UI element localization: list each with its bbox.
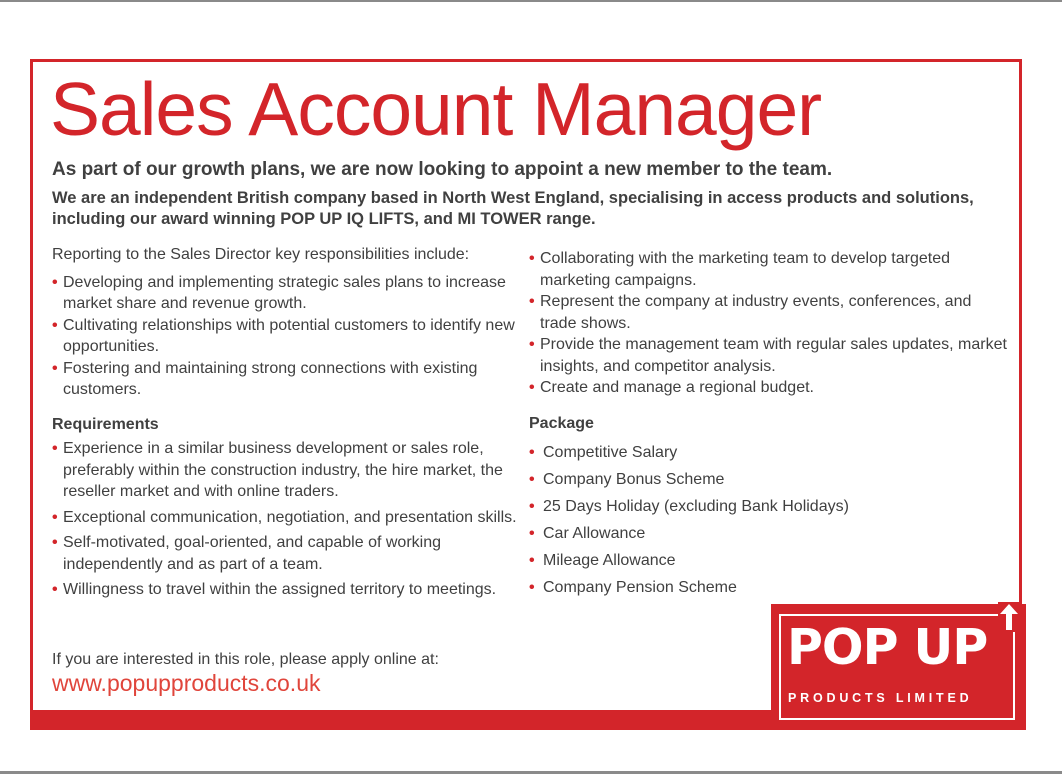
responsibilities-list [52,272,522,401]
package-list [529,442,1009,599]
requirement-item: • Self-motivated, goal-oriented, and capable of working independently and as part of a team. [52,532,522,575]
package-item: • Company Bonus Scheme [529,469,1009,491]
responsibilities-list-continued [529,248,1009,399]
responsibility-item: • Fostering and maintaining strong connections with existing customers. [52,358,522,401]
package-item: • 25 Days Holiday (excluding Bank Holidays) [529,496,1009,518]
requirements-list [52,438,522,601]
responsibility-item: • Represent the company at industry events, conferences, and trade shows. [529,291,1009,334]
company-logo [771,604,1026,730]
left-column [52,244,522,605]
requirements-heading: Requirements [52,415,159,433]
responsibilities-lead: Reporting to the Sales Director key responsibilities include: [52,246,470,263]
responsibility-item: • Developing and implementing strategic sales plans to increase market share and revenue growth. [52,272,522,315]
package-item: • Mileage Allowance [529,550,1009,572]
apply-link[interactable]: www.popupproducts.co.uk [52,670,321,696]
company-intro: We are an independent British company based in North West England, specialising in access products and solutions, including our award winning POP UP IQ LIFTS, and MI TOWER range. [52,189,974,228]
package-heading: Package [529,414,594,432]
package-item: • Car Allowance [529,523,1009,545]
responsibility-item: • Create and manage a regional budget. [529,377,1009,399]
requirement-item: • Exceptional communication, negotiation, and presentation skills. [52,507,522,529]
package-item: • Company Pension Scheme [529,577,1009,599]
right-column [529,248,1009,604]
apply-text: If you are interested in this role, please apply online at: [52,651,439,668]
subheading: As part of our growth plans, we are now looking to appoint a new member to the team. [52,159,833,180]
page-title: Sales Account Manager [50,67,822,151]
logo-subtitle: PRODUCTS LIMITED [788,691,973,705]
requirement-item: • Experience in a similar business development or sales role, preferably within the construction industry, the hire market, the reseller market and with online traders. [52,438,522,503]
up-arrow-icon [998,602,1020,632]
logo-wordmark: POP UP [787,619,988,676]
responsibility-item: • Provide the management team with regular sales updates, market insights, and competitor analysis. [529,334,1009,377]
responsibility-item: • Cultivating relationships with potential customers to identify new opportunities. [52,315,522,358]
responsibility-item: • Collaborating with the marketing team to develop targeted marketing campaigns. [529,248,1009,291]
page-top-edge [0,0,1062,2]
requirement-item: • Willingness to travel within the assigned territory to meetings. [52,579,522,601]
package-item: • Competitive Salary [529,442,1009,464]
